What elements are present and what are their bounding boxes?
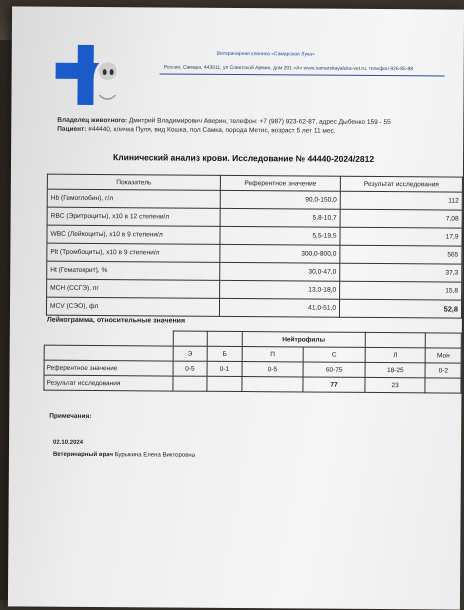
patient-value: #44440, кличка Пуля, вид Кошка, пол Самка, порода Метис, возраст 5 лет 11 мес. bbox=[86, 125, 336, 135]
column-header: Референтное значение bbox=[220, 175, 340, 191]
neutrophils-header: Нейтрофилы bbox=[242, 332, 365, 348]
reference-value: 0-5 bbox=[173, 361, 208, 376]
empty-cell bbox=[365, 332, 426, 347]
result-value: 15,8 bbox=[340, 281, 462, 300]
reference-value: 0-5 bbox=[242, 362, 304, 377]
parameter-name: Plt (Тромбоциты), x10 в 9 степени/л bbox=[47, 243, 220, 262]
parameter-name: WBC (Лейкоциты), x10 в 9 степени/л bbox=[47, 225, 220, 244]
result-value bbox=[242, 377, 304, 392]
column-header: С bbox=[303, 347, 365, 362]
analysis-title: Клинический анализ крови. Исследование № 44440-2024/2812 bbox=[113, 152, 375, 164]
leukogram-table bbox=[43, 330, 461, 394]
empty-cell bbox=[44, 330, 173, 346]
column-header: Показатель bbox=[47, 174, 220, 190]
reference-value: 0-1 bbox=[207, 361, 242, 376]
empty-cell bbox=[207, 331, 242, 346]
reference-value: 5,5-19,5 bbox=[220, 226, 340, 245]
clinic-logo-icon bbox=[55, 45, 135, 108]
empty-cell bbox=[44, 345, 173, 361]
owner-info bbox=[57, 117, 391, 136]
result-value: 565 bbox=[340, 245, 462, 264]
result-value bbox=[207, 376, 242, 391]
result-value: 77 bbox=[303, 377, 365, 392]
result-value: 7,08 bbox=[340, 209, 462, 228]
empty-cell bbox=[426, 333, 462, 348]
reference-value: 60-75 bbox=[303, 362, 365, 377]
column-header: П bbox=[242, 347, 304, 362]
table-row bbox=[46, 297, 461, 318]
patient-label: Пациент: bbox=[57, 125, 87, 133]
reference-value: 90,0-150,0 bbox=[220, 190, 340, 209]
clinic-address: Россия, Самара, 443011, ул Советской Армии, дом 201 «А» www.samarskayaluka-vet.ru, телефон 926-85-98 bbox=[163, 64, 414, 73]
owner-value: Дмитрий Владимирович Аверин, телефон: +7 (987) 923-62-87, адрес Дыбенко 159 - 55 bbox=[127, 117, 391, 127]
result-value bbox=[172, 376, 207, 391]
result-value bbox=[425, 378, 461, 393]
result-value: 112 bbox=[340, 191, 462, 210]
column-header: Б bbox=[207, 346, 242, 361]
owner-label: Владелец животного: bbox=[57, 116, 128, 125]
notes-label: Примечания: bbox=[49, 412, 92, 420]
result-value: 37,3 bbox=[340, 263, 462, 282]
reference-value: 18-25 bbox=[365, 362, 426, 377]
result-value: 17,9 bbox=[340, 227, 462, 246]
document-date: 02.10.2024 bbox=[53, 439, 84, 446]
column-header: Мон bbox=[426, 348, 462, 363]
row-label: Результат исследования bbox=[44, 375, 173, 391]
reference-value: 300,0-800,0 bbox=[220, 244, 340, 263]
document-page bbox=[8, 6, 464, 609]
column-header: Э bbox=[173, 346, 208, 361]
result-value: 23 bbox=[365, 377, 426, 392]
empty-cell bbox=[173, 331, 208, 346]
parameter-name: Hb (Гемоглобин), г/л bbox=[47, 189, 220, 208]
reference-value: 13,0-18,0 bbox=[220, 280, 340, 299]
leukogram-result-row bbox=[44, 375, 461, 393]
parameter-name: MCH (ССГЭ), пг bbox=[47, 279, 220, 298]
clinic-name: Ветеринарная клиника «Самарская Лука» bbox=[216, 50, 315, 58]
reference-value: 5,8-10,7 bbox=[220, 208, 340, 227]
column-header: Результат исследования bbox=[340, 176, 462, 192]
doctor-signature-line bbox=[53, 452, 195, 459]
reference-value: 30,0-47,0 bbox=[220, 262, 340, 281]
leukogram-title: Лейкограмма, относительные значения bbox=[46, 316, 186, 325]
row-label: Референтное значение bbox=[44, 360, 173, 376]
reference-value: 0-2 bbox=[425, 363, 461, 378]
column-header: Л bbox=[365, 347, 426, 362]
doctor-label: Ветеринарный врач bbox=[52, 451, 113, 459]
parameter-name: Ht (Гематокрит), % bbox=[47, 261, 220, 280]
result-value-out-of-range: 52,8 bbox=[339, 299, 461, 318]
results-table bbox=[46, 174, 463, 319]
doctor-name: Бурыкина Елена Викторовна bbox=[112, 452, 196, 459]
header-divider bbox=[160, 73, 445, 76]
parameter-name: MCV (СЭО), фл bbox=[46, 297, 219, 316]
reference-value: 41,0-51,0 bbox=[219, 298, 339, 317]
parameter-name: RBC (Эритроциты), x10 в 12 степени/л bbox=[47, 207, 220, 226]
